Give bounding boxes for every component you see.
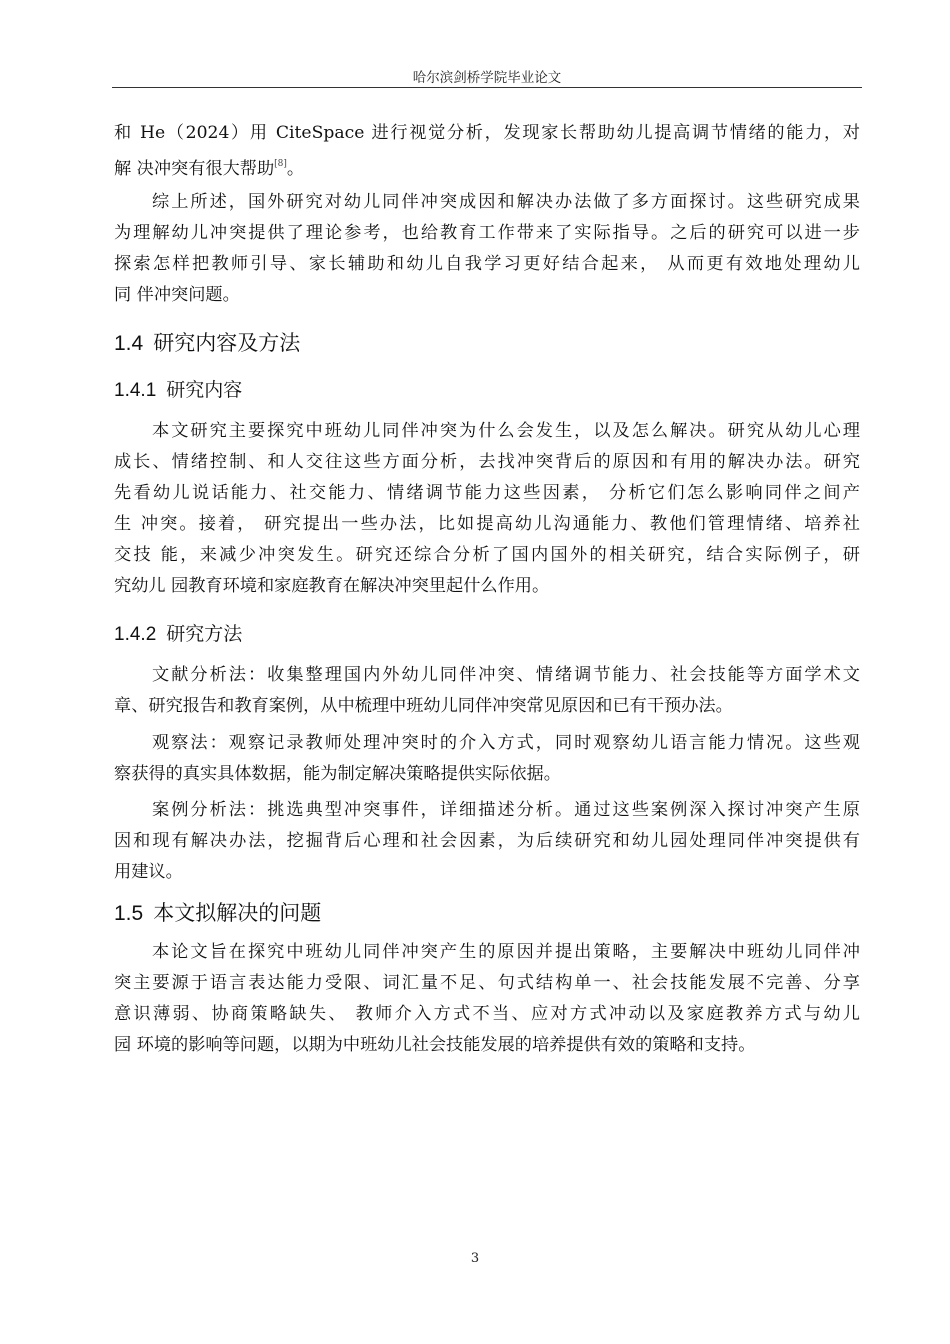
- text-segment: 解 决冲突有很大帮助: [114, 159, 275, 179]
- text-line: 为理解幼儿冲突提供了理论参考，也给教育工作带来了实际指导。之后的研究可以进一步: [114, 223, 860, 243]
- text-line: 因和现有解决办法，挖掘背后心理和社会因素，为后续研究和幼儿园处理同伴冲突提供有: [114, 831, 860, 851]
- section-number: 1.4: [114, 332, 144, 355]
- text-line: [114, 937, 860, 968]
- section-title: 研究内容: [166, 379, 243, 401]
- text-line: [114, 795, 860, 826]
- text-line: 生 冲突。接着， 研究提出一些办法，比如提高幼儿沟通能力、教他们管理情绪、培养社: [114, 514, 860, 534]
- section-number: 1.4.2: [114, 624, 157, 645]
- method-observation-paragraph: [114, 728, 860, 790]
- text-line: 突主要源于语言表达能力受限、词汇量不足、句式结构单一、社会技能发展不完善、分享: [114, 973, 860, 993]
- text-line: [114, 728, 860, 759]
- summary-paragraph: [114, 187, 860, 311]
- text-line: [114, 416, 860, 447]
- research-content-paragraph: [114, 416, 860, 602]
- text-line: 和 He（2024）用 CiteSpace 进行视觉分析，发现家长帮助幼儿提高调节情绪的能力，对: [114, 123, 860, 143]
- section-heading-1-4: [114, 327, 300, 357]
- page-header: 哈尔滨剑桥学院毕业论文: [412, 70, 562, 86]
- text-line: [114, 660, 860, 691]
- section-heading-1-4-1: [114, 375, 242, 402]
- text-segment: 案例分析法：挑选典型冲突事件，详细描述分析。通过这些案例深入探讨冲突产生原: [150, 800, 860, 820]
- section-heading-1-5: [114, 897, 321, 927]
- section-title: 研究内容及方法: [153, 331, 301, 355]
- intro-paragraph: [114, 118, 860, 185]
- text-segment: 文献分析法：收集整理国内外幼儿同伴冲突、情绪调节能力、社会技能等方面学术文: [150, 665, 860, 685]
- text-line: [114, 149, 860, 185]
- method-literature-paragraph: [114, 660, 860, 722]
- problem-paragraph: [114, 937, 860, 1061]
- text-segment: 本论文旨在探究中班幼儿同伴冲突产生的原因并提出策略，主要解决中班幼儿同伴冲: [150, 942, 860, 962]
- citation-marker[interactable]: [8]: [274, 159, 287, 169]
- text-line: [114, 187, 860, 218]
- section-number: 1.5: [114, 902, 144, 925]
- text-line: 究幼儿 园教育环境和家庭教育在解决冲突里起什么作用。: [114, 576, 550, 596]
- text-line: 园 环境的影响等问题，以期为中班幼儿社会技能发展的培养提供有效的策略和支持。: [114, 1035, 756, 1055]
- section-title: 本文拟解决的问题: [153, 901, 322, 925]
- text-segment: 观察法：观察记录教师处理冲突时的介入方式，同时观察幼儿语言能力情况。这些观: [150, 733, 860, 753]
- text-line: 章、研究报告和教育案例，从中梳理中班幼儿同伴冲突常见原因和已有干预办法。: [114, 696, 733, 716]
- text-line: 交技 能，来减少冲突发生。研究还综合分析了国内国外的相关研究，结合实际例子，研: [114, 545, 860, 565]
- text-line: 先看幼儿说话能力、社交能力、情绪调节能力这些因素， 分析它们怎么影响同伴之间产: [114, 483, 860, 503]
- text-line: 同 伴冲突问题。: [114, 285, 240, 305]
- text-segment: 。: [286, 159, 305, 179]
- section-number: 1.4.1: [114, 380, 157, 401]
- text-segment: 本文研究主要探究中班幼儿同伴冲突为什么会发生，以及怎么解决。研究从幼儿心理: [150, 421, 860, 441]
- page-number: 3: [470, 1251, 480, 1266]
- text-line: 察获得的真实具体数据，能为制定解决策略提供实际依据。: [114, 764, 561, 784]
- text-line: 探索怎样把教师引导、家长辅助和幼儿自我学习更好结合起来， 从而更有效地处理幼儿: [114, 254, 860, 274]
- text-segment: 综上所述，国外研究对幼儿同伴冲突成因和解决办法做了多方面探讨。这些研究成果: [150, 192, 860, 212]
- text-line: 用建议。: [114, 862, 183, 882]
- section-heading-1-4-2: [114, 619, 242, 646]
- text-line: 成长、情绪控制、和人交往这些方面分析，去找冲突背后的原因和有用的解决办法。研究: [114, 452, 860, 472]
- section-title: 研究方法: [166, 623, 243, 645]
- header-rule: [112, 87, 862, 88]
- method-case-paragraph: [114, 795, 860, 888]
- text-line: 意识薄弱、协商策略缺失、 教师介入方式不当、应对方式冲动以及家庭教养方式与幼儿: [114, 1004, 860, 1024]
